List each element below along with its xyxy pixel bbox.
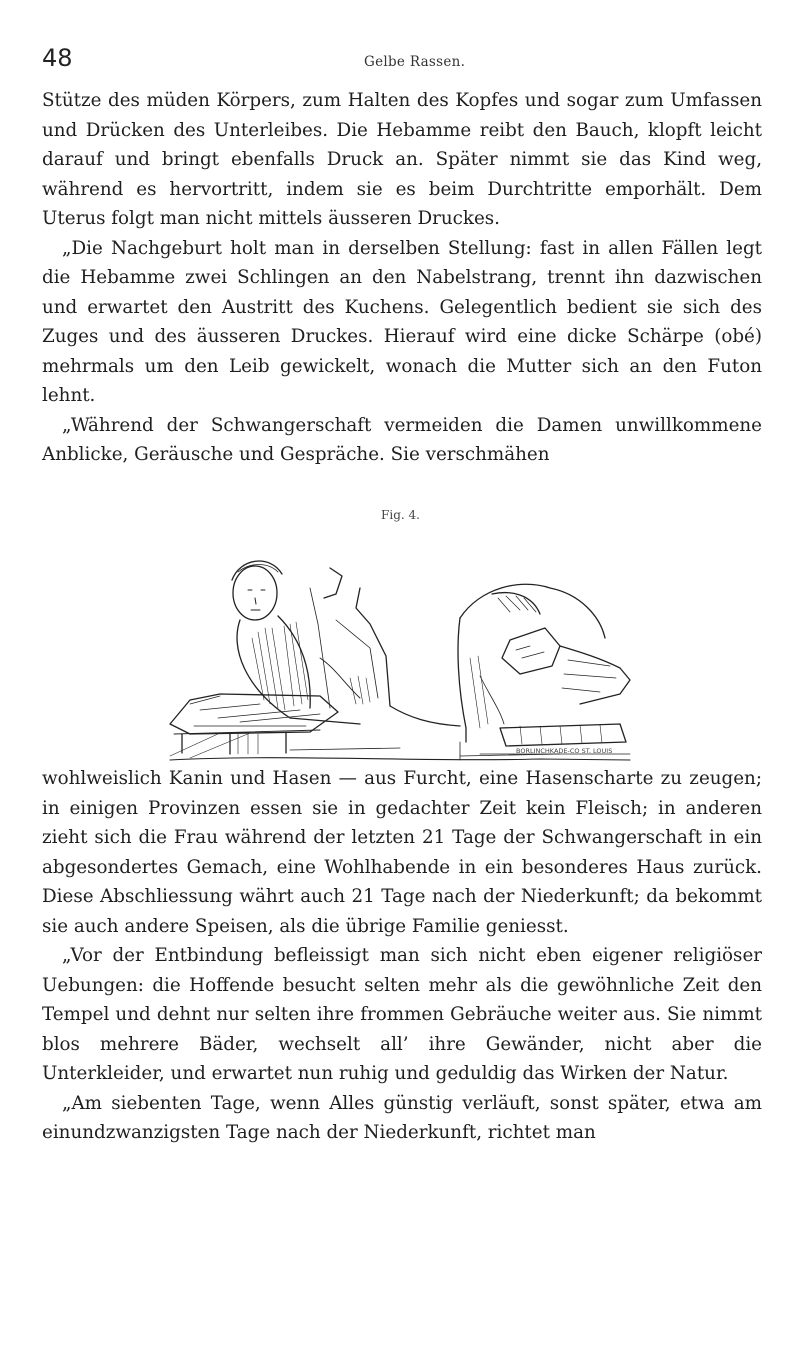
text-block-bottom [42, 764, 762, 1148]
paragraph: „Während der Schwangerschaft vermeiden die Damen unwillkommene Anblicke, Geräusche und Gespräche. Sie verschmähen [42, 414, 762, 465]
paragraph: „Am siebenten Tage, wenn Alles günstig verläuft, sonst später, etwa am einundzwanzigsten Tage nach der Niederkunft, richtet man [42, 1092, 762, 1143]
page-header [42, 44, 762, 84]
paragraph: wohlweislich Kanin und Hasen — aus Furcht, eine Hasenscharte zu zeugen; in einigen Provinzen essen sie in gedachter Zeit kein Fleisch; in anderen zieht sich die Frau während der letzten 21 Tage der Schwangerschaft in ein abgesondertes Gemach, eine Wohlhabende in ein besonderes Haus zurück. Diese Abschliessung währt auch 21 Tage nach der Niederkunft; da bekommt sie auch andere Speisen, als die übrige Familie geniesst. [42, 768, 762, 937]
engraver-mark: BORLINCHKADE-CO ST. LOUIS [516, 747, 613, 755]
figure-illustration [160, 528, 650, 768]
paragraph: Stütze des müden Körpers, zum Halten des Kopfes und sogar zum Umfassen und Drücken des Unterleibes. Die Hebamme reibt den Bauch, klopft leicht darauf und bringt ebenfalls Druck an. Später nimmt sie das Kind weg, während es hervortritt, indem sie es beim Durchtritte emporhält. Dem Uterus folgt man nicht mittels äusseren Druckes. [42, 90, 762, 229]
text-block-top [42, 86, 762, 470]
figure-caption: Fig. 4. [381, 508, 420, 522]
paragraph: „Vor der Entbindung befleissigt man sich nicht eben eigener religiöser Uebungen: die Hoffende besucht selten mehr als die gewöhnliche Zeit den Tempel und dehnt nur selten ihre frommen Gebräuche weiter aus. Sie nimmt blos mehrere Bäder, wechselt all’ ihre Gewänder, nicht aber die Unterkleider, und erwartet nun ruhig und geduldig das Wirken der Natur. [42, 945, 762, 1084]
running-head: Gelbe Rassen. [364, 54, 466, 70]
engraving-birth-scene [160, 528, 650, 768]
page-number: 48 [42, 44, 73, 72]
paragraph: „Die Nachgeburt holt man in derselben Stellung: fast in allen Fällen legt die Hebamme zwei Schlingen an den Nabelstrang, trennt ihn dazwischen und erwartet den Austritt des Kuchens. Gelegentlich bedient sie sich des Zuges und des äusseren Druckes. Hierauf wird eine dicke Schärpe (obé) mehrmals um den Leib gewickelt, wonach die Mutter sich an den Futon lehnt. [42, 237, 762, 406]
